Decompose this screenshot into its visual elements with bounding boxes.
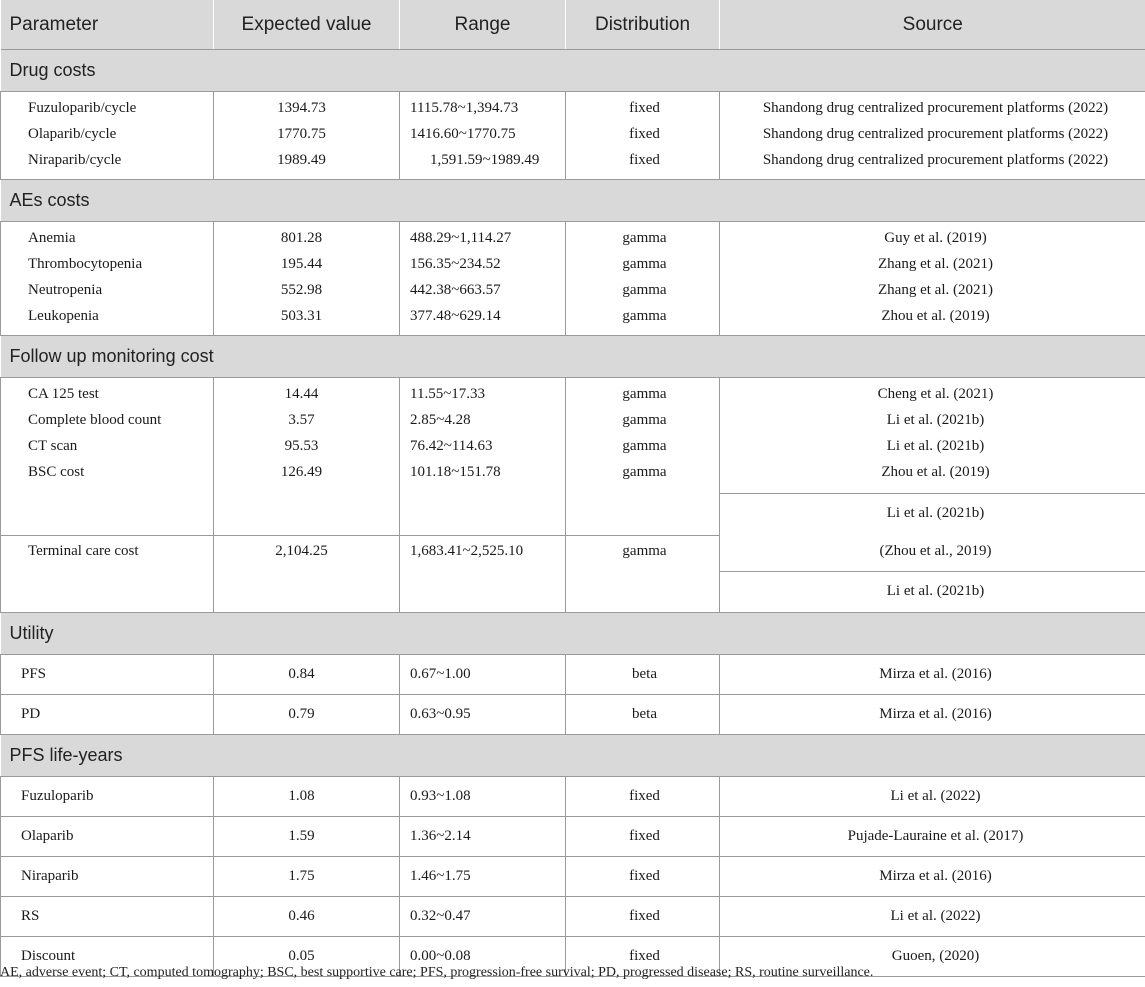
header-expected-value: Expected value (214, 0, 400, 50)
distribution-value: gamma (622, 308, 667, 324)
expected-value-cell (214, 857, 400, 897)
source-cell (720, 655, 1145, 695)
range-value: 377.48~629.14 (410, 308, 501, 324)
parameter-cell (1, 536, 214, 613)
source-cell (720, 222, 1145, 336)
distribution-value: beta (632, 666, 657, 682)
source-cell (720, 857, 1145, 897)
expected-value: 552.98 (280, 282, 323, 298)
source-text: Li et al. (2021b) (886, 438, 985, 454)
distribution-value: fixed (629, 152, 660, 168)
source-text: Guoen, (2020) (891, 948, 980, 964)
expected-value: 503.31 (280, 308, 323, 324)
param-label: Anemia (28, 230, 76, 246)
expected-value-cell (214, 897, 400, 937)
param-label: BSC cost (28, 464, 85, 480)
header-parameter: Parameter (1, 0, 214, 50)
param-label: Discount (21, 948, 76, 964)
header-range: Range (400, 0, 566, 50)
table-row (1, 817, 1145, 857)
parameter-cell (1, 695, 214, 735)
expected-value: 0.05 (288, 948, 315, 964)
source-text: Li et al. (2022) (890, 788, 981, 804)
source-cell (720, 777, 1145, 817)
range-value: 101.18~151.78 (410, 464, 501, 480)
header-row (1, 0, 1145, 50)
param-label: Olaparib (21, 828, 74, 844)
section-row-utility (1, 613, 1145, 655)
param-label: Fuzuloparib/cycle (28, 100, 137, 116)
expected-value-cell (214, 222, 400, 336)
range-value: 11.55~17.33 (410, 386, 486, 402)
source-text: (Zhou et al., 2019) (879, 542, 992, 559)
parameter-cell (1, 777, 214, 817)
parameter-cell (1, 378, 214, 536)
range-value: 1416.60~1770.75 (410, 126, 516, 142)
source-cell (720, 817, 1145, 857)
param-label: Terminal care cost (28, 543, 139, 559)
header-distribution: Distribution (566, 0, 720, 50)
section-row-drug-costs (1, 50, 1145, 92)
distribution-cell (566, 378, 720, 536)
section-title: Follow up monitoring cost (1, 336, 1145, 378)
source-text: Cheng et al. (2021) (877, 386, 994, 402)
range-value: 1,683.41~2,525.10 (410, 543, 524, 559)
range-value: 1115.78~1,394.73 (410, 100, 519, 116)
source-text: Zhou et al. (2019) (881, 464, 990, 480)
distribution-value: gamma (622, 438, 667, 454)
source-text: Pujade-Lauraine et al. (2017) (847, 828, 1024, 844)
distribution-value: fixed (629, 828, 660, 844)
param-label: Leukopenia (28, 308, 99, 324)
source-cell (720, 695, 1145, 735)
expected-value-cell (214, 92, 400, 180)
range-cell (400, 92, 566, 180)
param-label: Neutropenia (28, 282, 103, 298)
distribution-value: fixed (629, 948, 660, 964)
header-source: Source (720, 0, 1145, 50)
parameter-cell (1, 817, 214, 857)
range-value: 0.63~0.95 (410, 706, 471, 722)
expected-value-cell (214, 655, 400, 695)
expected-value: 14.44 (284, 386, 319, 402)
range-value: 0.93~1.08 (410, 788, 471, 804)
expected-value: 1.75 (288, 868, 315, 884)
param-label: CA 125 test (28, 386, 99, 402)
distribution-cell (566, 777, 720, 817)
range-value: 0.32~0.47 (410, 908, 471, 924)
range-cell (400, 777, 566, 817)
range-value: 442.38~663.57 (410, 282, 501, 298)
distribution-value: fixed (629, 100, 660, 116)
range-value: 1.36~2.14 (410, 828, 471, 844)
section-title: AEs costs (1, 180, 1145, 222)
source-cell (720, 897, 1145, 937)
source-cell (720, 92, 1145, 180)
range-cell (400, 817, 566, 857)
expected-value: 195.44 (280, 256, 323, 272)
source-text: Li et al. (2022) (890, 908, 981, 924)
source-text: Li et al. (2021b) (886, 412, 985, 428)
source-text: Mirza et al. (2016) (879, 666, 992, 682)
expected-value-cell (214, 695, 400, 735)
distribution-value: gamma (622, 386, 667, 402)
range-cell (400, 378, 566, 536)
param-label: CT scan (28, 438, 78, 454)
section-row-follow-up (1, 336, 1145, 378)
param-label: Thrombocytopenia (28, 256, 143, 272)
parameter-cell (1, 897, 214, 937)
source-group-routine (720, 378, 1145, 494)
expected-value-cell (214, 817, 400, 857)
expected-value-cell (214, 536, 400, 613)
source-text: Zhang et al. (2021) (878, 256, 993, 272)
expected-value: 126.49 (280, 464, 323, 480)
distribution-value: fixed (629, 868, 660, 884)
expected-value: 0.84 (288, 666, 315, 682)
distribution-cell (566, 695, 720, 735)
section-title: Drug costs (1, 50, 1145, 92)
distribution-value: gamma (622, 543, 667, 559)
parameter-cell (1, 655, 214, 695)
source-text: Shandong drug centralized procurement platforms (2022) (762, 126, 1109, 142)
source-group-terminal (720, 536, 1145, 572)
distribution-cell (566, 817, 720, 857)
range-cell (400, 655, 566, 695)
expected-value: 2,104.25 (275, 543, 328, 559)
source-text: Li et al. (2021b) (886, 582, 985, 599)
block-follow-up-routine (1, 378, 1145, 536)
distribution-value: gamma (622, 282, 667, 298)
param-label: PFS (21, 666, 47, 682)
source-text: Shandong drug centralized procurement platforms (2022) (762, 100, 1109, 116)
distribution-value: fixed (629, 126, 660, 142)
range-cell (400, 897, 566, 937)
expected-value: 3.57 (288, 412, 315, 428)
source-text: Mirza et al. (2016) (879, 868, 992, 884)
section-row-pfs-life-years (1, 735, 1145, 777)
source-cell (720, 378, 1145, 536)
block-follow-up-terminal (1, 536, 1145, 613)
table-row (1, 655, 1145, 695)
expected-value: 0.46 (288, 908, 315, 924)
distribution-cell (566, 536, 720, 613)
expected-value: 1394.73 (277, 100, 326, 116)
expected-value: 1.59 (288, 828, 315, 844)
section-title: PFS life-years (1, 735, 1145, 777)
param-label: PD (21, 706, 41, 722)
distribution-value: fixed (629, 908, 660, 924)
table-row (1, 897, 1145, 937)
source-text: Li et al. (2021b) (886, 505, 985, 521)
range-value: 2.85~4.28 (410, 412, 471, 428)
expected-value-cell (214, 378, 400, 536)
parameter-cell (1, 92, 214, 180)
table-row (1, 777, 1145, 817)
parameter-cell (1, 857, 214, 897)
distribution-value: gamma (622, 230, 667, 246)
range-value: 76.42~114.63 (410, 438, 493, 454)
range-cell (400, 857, 566, 897)
source-text: Shandong drug centralized procurement platforms (2022) (762, 152, 1109, 168)
section-row-aes-costs (1, 180, 1145, 222)
expected-value: 1989.49 (277, 152, 326, 168)
distribution-value: fixed (629, 788, 660, 804)
range-value: 156.35~234.52 (410, 256, 501, 272)
distribution-cell (566, 897, 720, 937)
range-cell (400, 536, 566, 613)
distribution-value: beta (632, 706, 657, 722)
distribution-value: gamma (622, 256, 667, 272)
source-text: Zhang et al. (2021) (878, 282, 993, 298)
table-footnote: AE, adverse event; CT, computed tomography; BSC, best supportive care; PFS, progression-free survival; PD, progressed disease; RS, routine surveillance. (0, 965, 874, 980)
expected-value: 1770.75 (277, 126, 326, 142)
expected-value: 1.08 (288, 788, 315, 804)
param-label: Niraparib/cycle (28, 152, 122, 168)
source-cell (720, 536, 1145, 613)
range-value: 0.67~1.00 (410, 666, 471, 682)
range-cell (400, 695, 566, 735)
distribution-cell (566, 92, 720, 180)
param-label: RS (21, 908, 40, 924)
source-text: Guy et al. (2019) (884, 230, 987, 246)
range-value: 1,591.59~1989.49 (430, 152, 540, 168)
distribution-cell (566, 222, 720, 336)
range-value: 0.00~0.08 (410, 948, 471, 964)
distribution-cell (566, 857, 720, 897)
expected-value: 801.28 (280, 230, 323, 246)
expected-value-cell (214, 777, 400, 817)
parameter-cell (1, 222, 214, 336)
range-value: 488.29~1,114.27 (410, 230, 512, 246)
source-text: Mirza et al. (2016) (879, 706, 992, 722)
range-value: 1.46~1.75 (410, 868, 471, 884)
distribution-value: gamma (622, 464, 667, 480)
expected-value: 0.79 (288, 706, 315, 722)
range-cell (400, 222, 566, 336)
table-row (1, 857, 1145, 897)
distribution-value: gamma (622, 412, 667, 428)
section-title: Utility (1, 613, 1145, 655)
expected-value: 95.53 (284, 438, 319, 454)
block-drug-costs (1, 92, 1145, 180)
param-label: Complete blood count (28, 412, 162, 428)
distribution-cell (566, 655, 720, 695)
table-row (1, 695, 1145, 735)
param-label: Fuzuloparib (21, 788, 94, 804)
param-label: Niraparib (21, 868, 79, 884)
block-aes-costs (1, 222, 1145, 336)
source-text: Zhou et al. (2019) (881, 308, 990, 324)
param-label: Olaparib/cycle (28, 126, 117, 142)
